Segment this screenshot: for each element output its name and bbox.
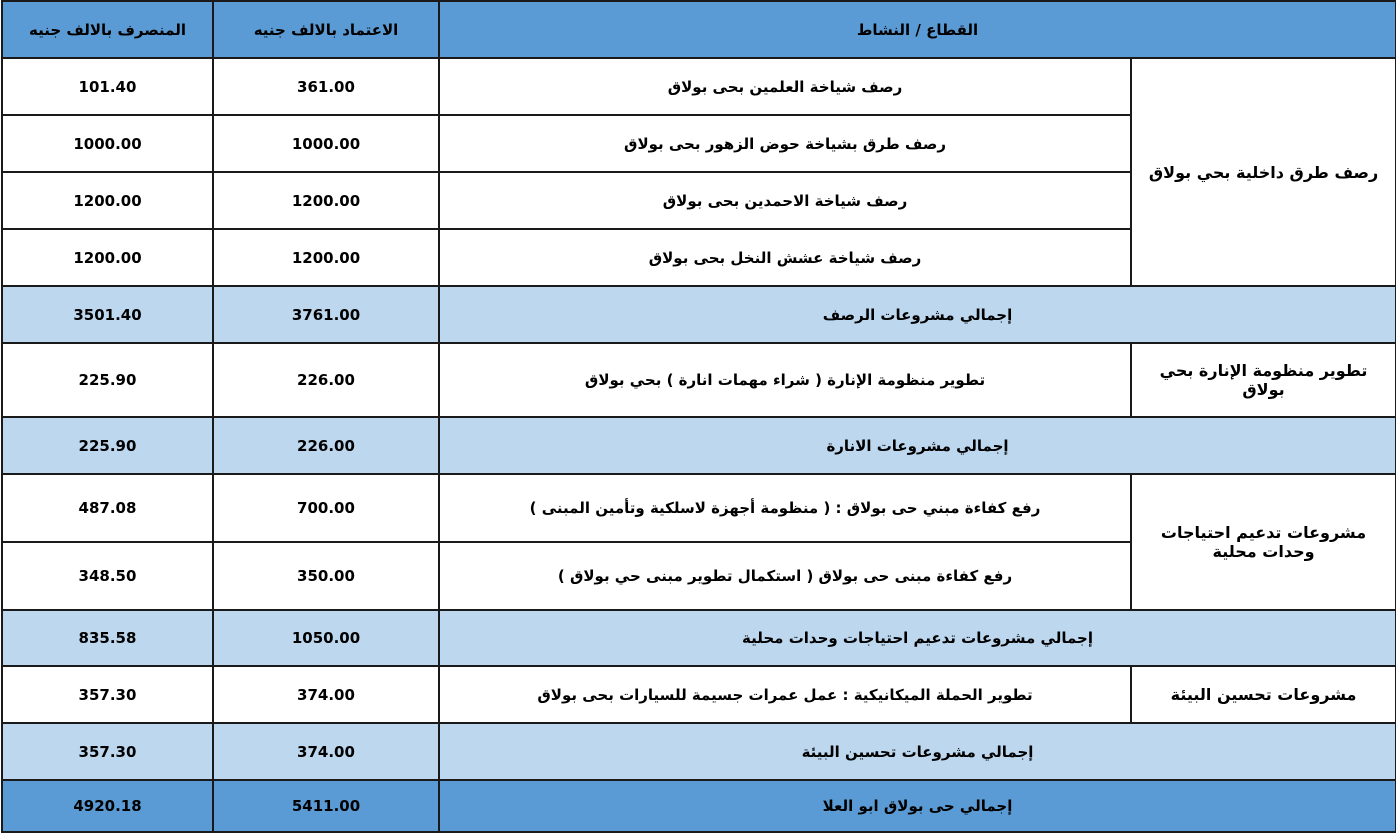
activity-cell: رصف طرق بشياخة حوض الزهور بحى بولاق	[439, 115, 1131, 172]
subtotal-row-local-units	[2, 610, 1396, 666]
category-lighting: تطوير منظومة الإنارة بحي بولاق	[1131, 343, 1396, 417]
activity-cell: رصف شياخة العلمين بحى بولاق	[439, 58, 1131, 115]
subtotal-row-environment	[2, 723, 1396, 780]
category-roads: رصف طرق داخلية بحي بولاق	[1131, 58, 1396, 286]
header-spent: المنصرف بالالف جنيه	[2, 1, 213, 58]
subtotal-label: إجمالي مشروعات تحسين البيئة	[439, 723, 1396, 780]
spent-cell: 487.08	[2, 474, 213, 542]
spent-cell: 225.90	[2, 343, 213, 417]
table-row	[2, 474, 1396, 542]
spent-cell: 1200.00	[2, 229, 213, 286]
subtotal-spent: 357.30	[2, 723, 213, 780]
subtotal-row-roads	[2, 286, 1396, 343]
header-approved: الاعتماد بالالف جنيه	[213, 1, 439, 58]
header-sector-activity: القطاع / النشاط	[439, 1, 1396, 58]
activity-cell: رصف شياخة عشش النخل بحى بولاق	[439, 229, 1131, 286]
approved-cell: 374.00	[213, 666, 439, 723]
subtotal-approved: 1050.00	[213, 610, 439, 666]
spent-cell: 348.50	[2, 542, 213, 610]
header-row	[2, 1, 1396, 58]
subtotal-spent: 225.90	[2, 417, 213, 474]
category-environment: مشروعات تحسين البيئة	[1131, 666, 1396, 723]
subtotal-approved: 374.00	[213, 723, 439, 780]
table-row	[2, 58, 1396, 115]
subtotal-row-lighting	[2, 417, 1396, 474]
table-row	[2, 343, 1396, 417]
spent-cell: 101.40	[2, 58, 213, 115]
subtotal-approved: 226.00	[213, 417, 439, 474]
activity-cell: رصف شياخة الاحمدين بحى بولاق	[439, 172, 1131, 229]
activity-cell: رفع كفاءة مبنى حى بولاق ( استكمال تطوير مبنى حي بولاق )	[439, 542, 1131, 610]
budget-table	[1, 0, 1396, 833]
grand-total-row	[2, 780, 1396, 832]
category-local-units: مشروعات تدعيم احتياجات وحدات محلية	[1131, 474, 1396, 610]
spent-cell: 1000.00	[2, 115, 213, 172]
approved-cell: 1000.00	[213, 115, 439, 172]
activity-cell: تطوير منظومة الإنارة ( شراء مهمات انارة ) بحي بولاق	[439, 343, 1131, 417]
approved-cell: 1200.00	[213, 172, 439, 229]
activity-cell: تطوير الحملة الميكانيكية : عمل عمرات جسيمة للسيارات بحى بولاق	[439, 666, 1131, 723]
grand-total-approved: 5411.00	[213, 780, 439, 832]
activity-cell: رفع كفاءة مبني حى بولاق : ( منظومة أجهزة لاسلكية وتأمين المبنى )	[439, 474, 1131, 542]
table-row	[2, 666, 1396, 723]
approved-cell: 361.00	[213, 58, 439, 115]
subtotal-spent: 835.58	[2, 610, 213, 666]
subtotal-label: إجمالي مشروعات تدعيم احتياجات وحدات محلية	[439, 610, 1396, 666]
subtotal-label: إجمالي مشروعات الرصف	[439, 286, 1396, 343]
subtotal-label: إجمالي مشروعات الانارة	[439, 417, 1396, 474]
subtotal-spent: 3501.40	[2, 286, 213, 343]
approved-cell: 226.00	[213, 343, 439, 417]
approved-cell: 350.00	[213, 542, 439, 610]
grand-total-label: إجمالي حى بولاق ابو العلا	[439, 780, 1396, 832]
spent-cell: 357.30	[2, 666, 213, 723]
spent-cell: 1200.00	[2, 172, 213, 229]
approved-cell: 700.00	[213, 474, 439, 542]
subtotal-approved: 3761.00	[213, 286, 439, 343]
grand-total-spent: 4920.18	[2, 780, 213, 832]
approved-cell: 1200.00	[213, 229, 439, 286]
